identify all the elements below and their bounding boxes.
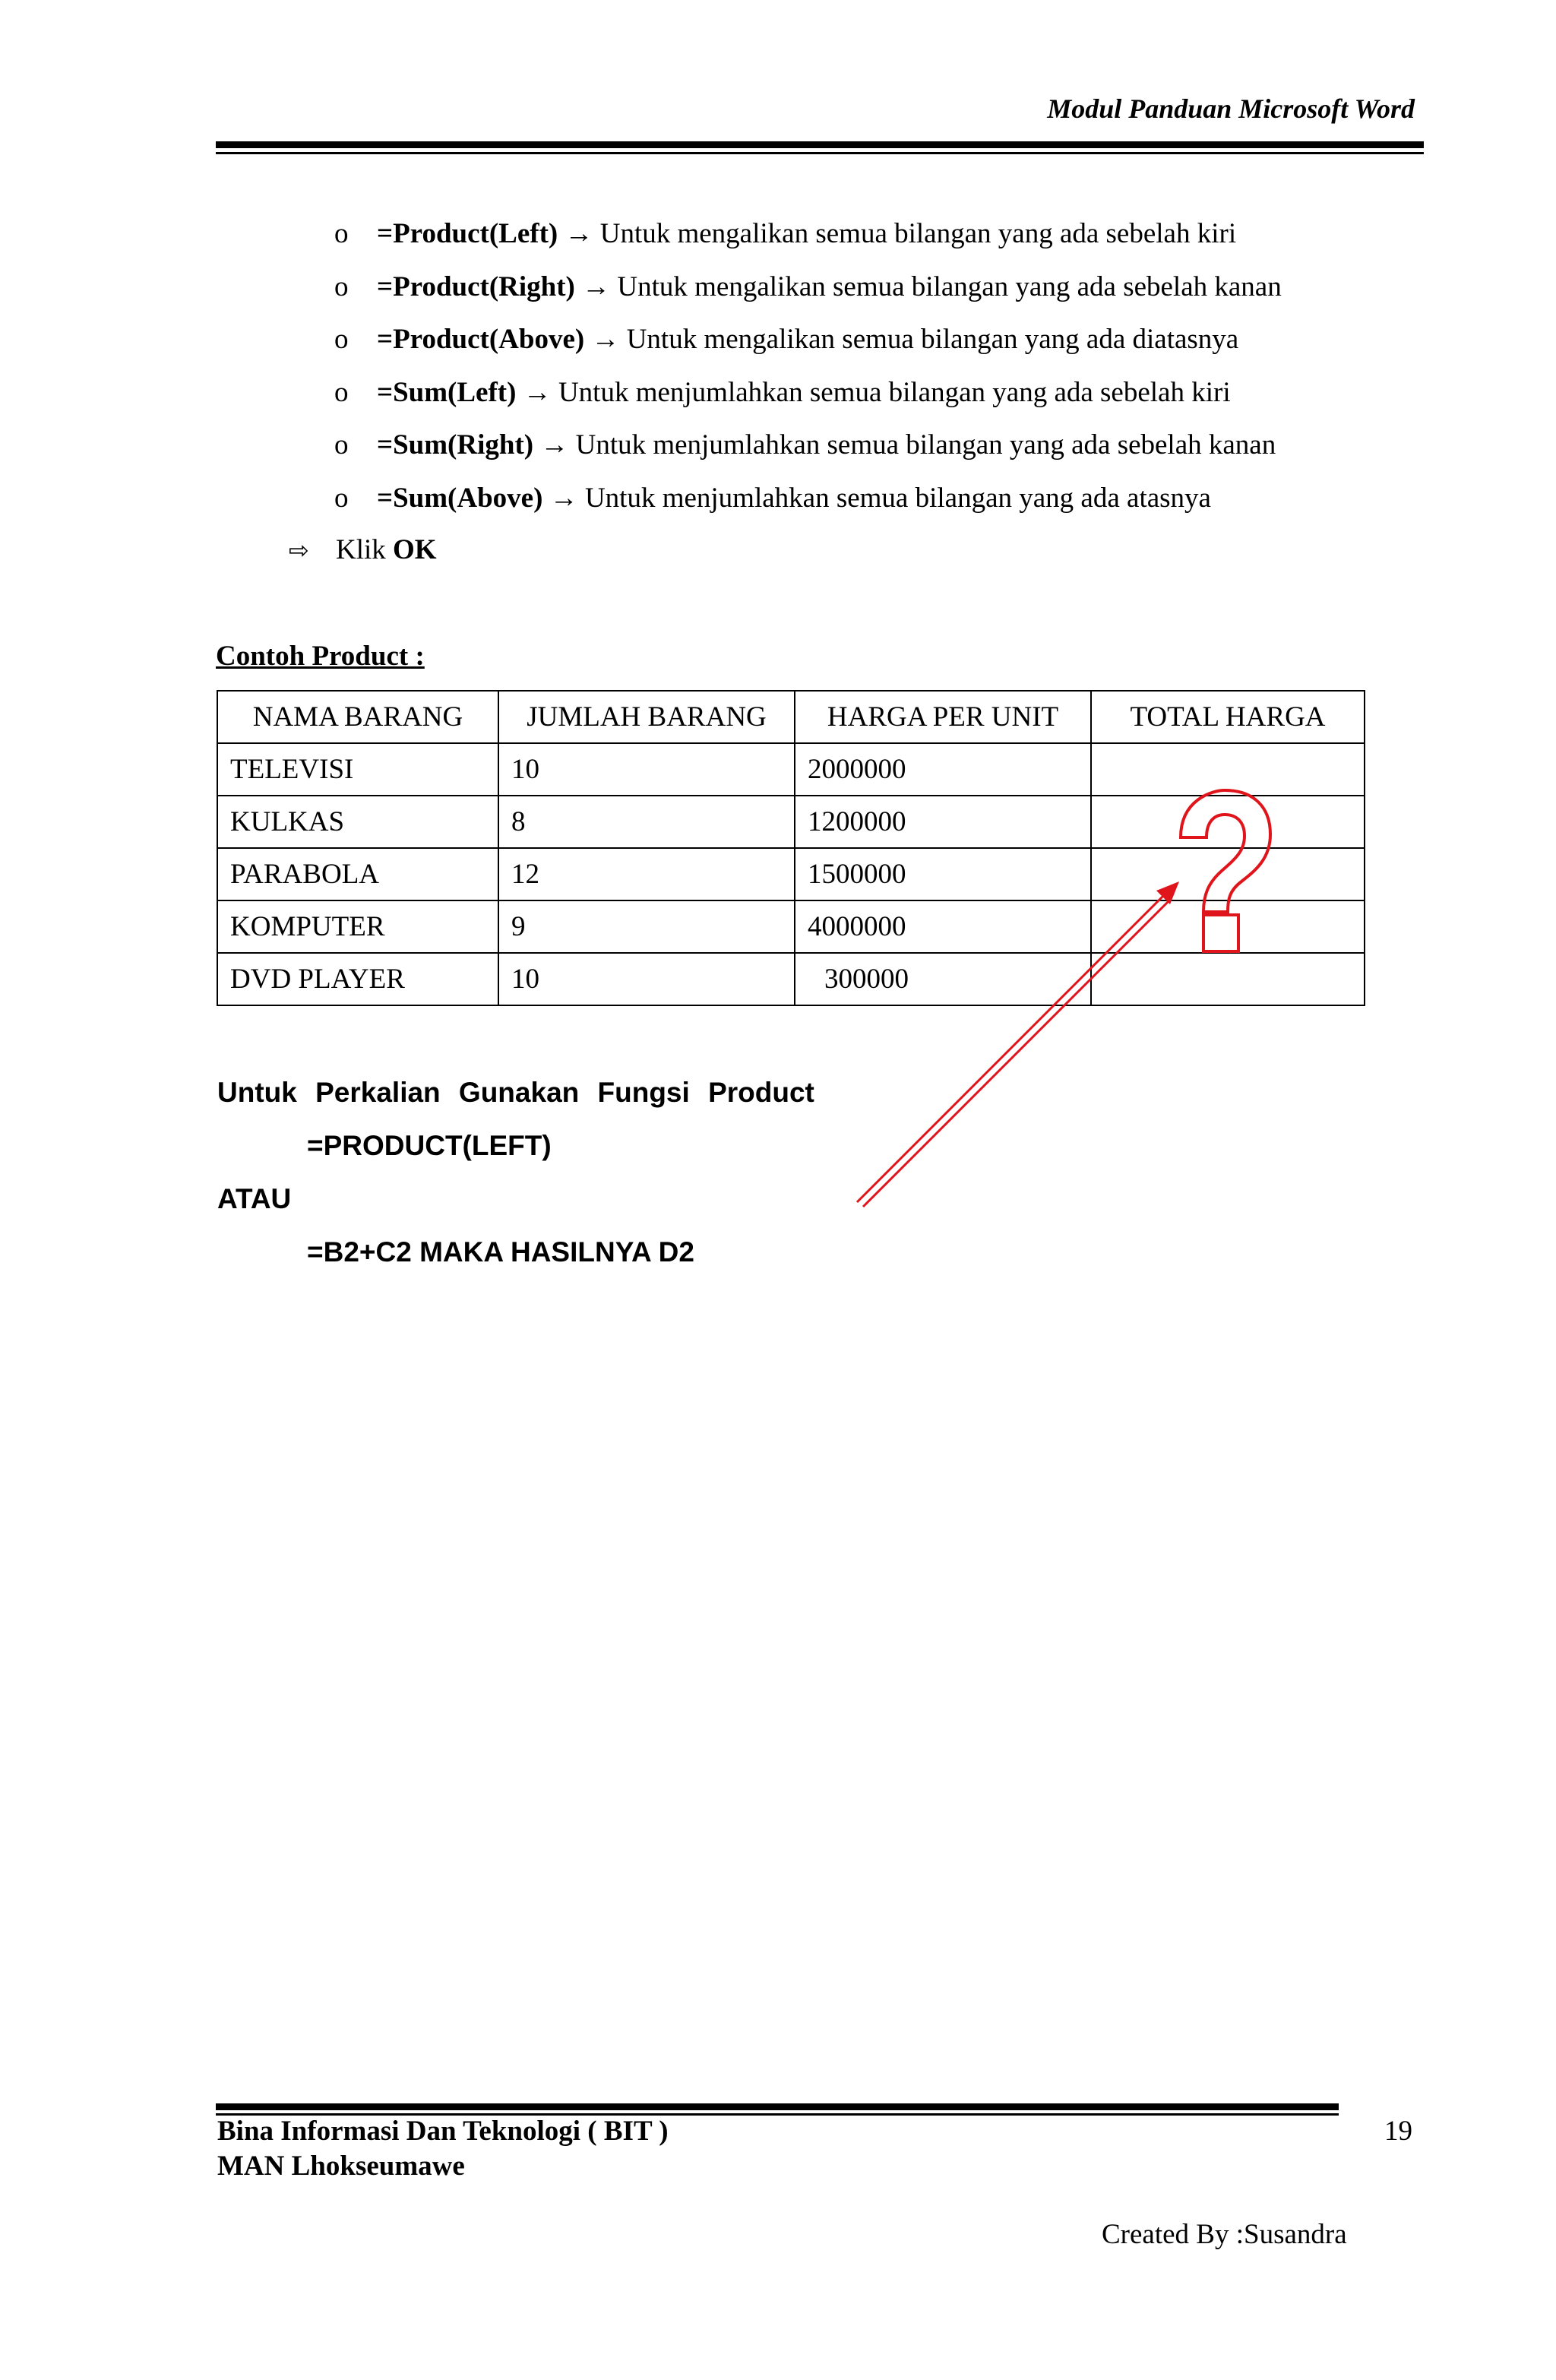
column-header: NAMA BARANG [217,691,498,743]
function-name: =Sum(Above) [377,482,543,514]
function-description: Untuk menjumlahkan semua bilangan yang ada sebelah kiri [558,376,1231,408]
footer-organization [217,2114,669,2184]
right-arrow-icon: → [591,324,620,355]
right-arrow-icon: → [582,271,611,302]
function-name: =Product(Right) [377,271,575,302]
column-header: HARGA PER UNIT [795,691,1091,743]
bullet-circle-icon: o [334,271,349,302]
footer-rule-thick [216,2103,1339,2110]
function-description: Untuk mengalikan semua bilangan yang ada sebelah kiri [599,218,1237,249]
question-mark-icon [1181,790,1270,951]
right-arrow-icon: → [565,218,593,249]
table-cell: 4000000 [795,900,1091,953]
table-cell: 8 [498,796,795,848]
header-title: Modul Panduan Microsoft Word [1047,93,1415,124]
table-cell: 10 [498,953,795,1005]
table-cell: KULKAS [217,796,498,848]
bullet-circle-icon: o [334,429,349,460]
bullet-circle-icon: o [334,482,349,514]
table-cell: 1500000 [795,848,1091,900]
footer-org-line: MAN Lhokseumawe [217,2151,465,2182]
footer-credit: Created By :Susandra [1102,2219,1347,2250]
klik-label: Klik [336,534,386,565]
function-name: =Product(Above) [377,324,585,355]
page-number: 19 [1384,2116,1412,2147]
bullet-circle-icon: o [334,218,349,249]
hollow-right-arrow-icon: ⇨ [289,536,309,565]
function-description: Untuk menjumlahkan semua bilangan yang ada atasnya [584,482,1211,514]
function-description: Untuk mengalikan semua bilangan yang ada sebelah kanan [617,271,1282,302]
table-cell: 10 [498,743,795,796]
table-cell: 1200000 [795,796,1091,848]
table-cell: PARABOLA [217,848,498,900]
formula-product-left: =PRODUCT(LEFT) [307,1130,552,1161]
instruction-or: ATAU [217,1183,292,1214]
table-cell: 9 [498,900,795,953]
table-cell: KOMPUTER [217,900,498,953]
function-name: =Product(Left) [377,218,558,249]
table-cell: 2000000 [795,743,1091,796]
red-arrow-icon [857,881,1179,1207]
column-header: JUMLAH BARANG [498,691,795,743]
right-arrow-icon: → [523,376,552,408]
function-name: =Sum(Right) [377,429,534,460]
function-description: Untuk menjumlahkan semua bilangan yang ada sebelah kanan [575,429,1276,460]
table-cell: 300000 [795,953,1091,1005]
right-arrow-icon: → [549,482,578,514]
table-cell: 12 [498,848,795,900]
function-name: =Sum(Left) [377,376,517,408]
table-cell: DVD PLAYER [217,953,498,1005]
section-title: Contoh Product : [216,641,425,672]
formula-alternative: =B2+C2 MAKA HASILNYA D2 [307,1236,694,1268]
table-cell: TELEVISI [217,743,498,796]
ok-label: OK [393,534,437,565]
instruction-heading: Untuk Perkalian Gunakan Fungsi Product [217,1077,814,1108]
footer-org-line: Bina Informasi Dan Teknologi ( BIT ) [217,2116,669,2147]
right-arrow-icon: → [540,429,569,460]
bullet-circle-icon: o [334,324,349,355]
function-description: Untuk mengalikan semua bilangan yang ada diatasnya [626,324,1239,355]
bullet-circle-icon: o [334,376,349,408]
column-header: TOTAL HARGA [1091,691,1365,743]
